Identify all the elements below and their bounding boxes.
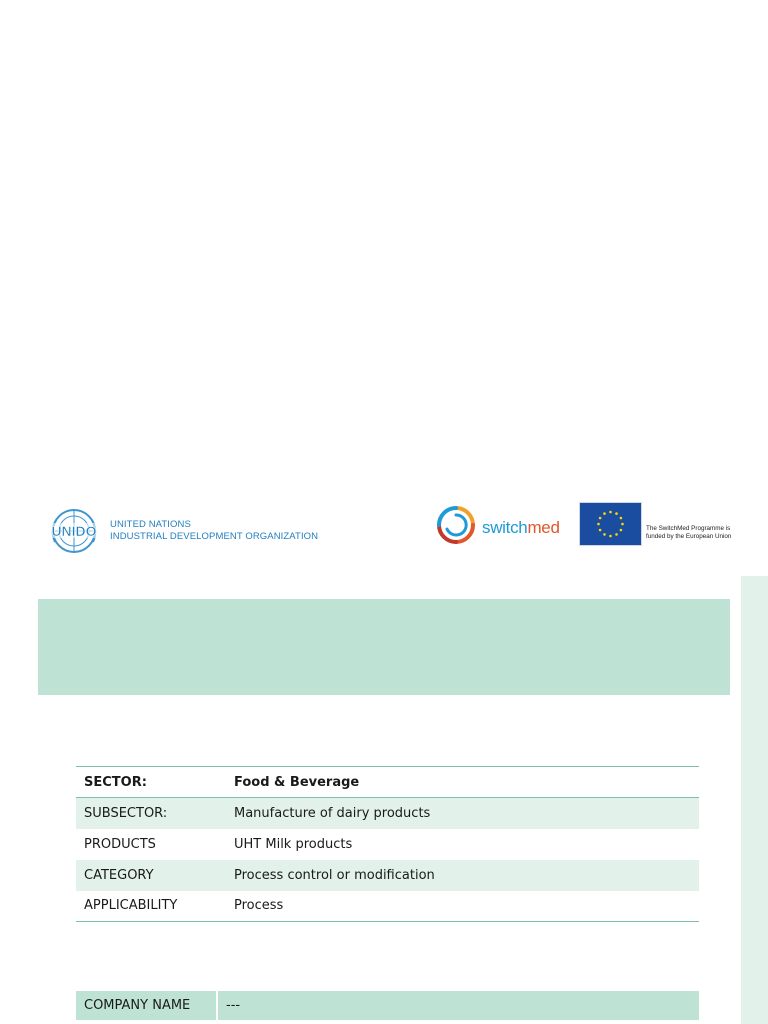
switchmed-logo — [436, 505, 560, 550]
unido-name-line2: INDUSTRIAL DEVELOPMENT ORGANIZATION — [110, 531, 319, 542]
table-row — [76, 991, 699, 1020]
eu-caption-line1: The SwitchMed Programme is — [646, 525, 731, 532]
products-label: PRODUCTS — [84, 836, 156, 852]
unido-logo — [46, 506, 318, 556]
category-value: Process control or modification — [226, 860, 699, 891]
side-bar — [741, 576, 768, 1024]
table-row — [76, 860, 699, 891]
unido-emblem-text: UNIDO — [51, 523, 97, 539]
un-emblem-icon — [46, 506, 102, 556]
company-table — [76, 991, 699, 1020]
products-value: UHT Milk products — [234, 836, 353, 852]
switchmed-swirl-icon — [436, 505, 476, 550]
applicability-label: APPLICABILITY — [76, 891, 226, 922]
eu-flag-icon — [579, 502, 642, 546]
title-banner — [38, 599, 730, 695]
table-row — [76, 891, 699, 922]
subsector-label: SUBSECTOR: — [76, 798, 226, 829]
category-label: CATEGORY — [76, 860, 226, 891]
sector-value: Food & Beverage — [226, 767, 699, 798]
unido-name-line1: UNITED NATIONS — [110, 519, 191, 530]
sector-label: SECTOR: — [76, 767, 226, 798]
company-name-label: COMPANY NAME — [76, 991, 217, 1020]
unido-name — [110, 519, 318, 543]
table-header-row — [76, 767, 699, 798]
table-row — [76, 829, 699, 860]
subsector-value: Manufacture of dairy products — [226, 798, 699, 829]
switchmed-word-switch: switch — [482, 517, 528, 537]
classification-table — [76, 766, 699, 922]
eu-caption-line2: funded by the European Union — [646, 533, 732, 540]
applicability-value: Process — [226, 891, 699, 922]
switchmed-word-med: med — [527, 517, 560, 537]
company-name-value: --- — [217, 991, 699, 1020]
table-row — [76, 798, 699, 829]
switchmed-wordmark — [482, 518, 560, 538]
eu-funding-caption — [646, 525, 756, 541]
